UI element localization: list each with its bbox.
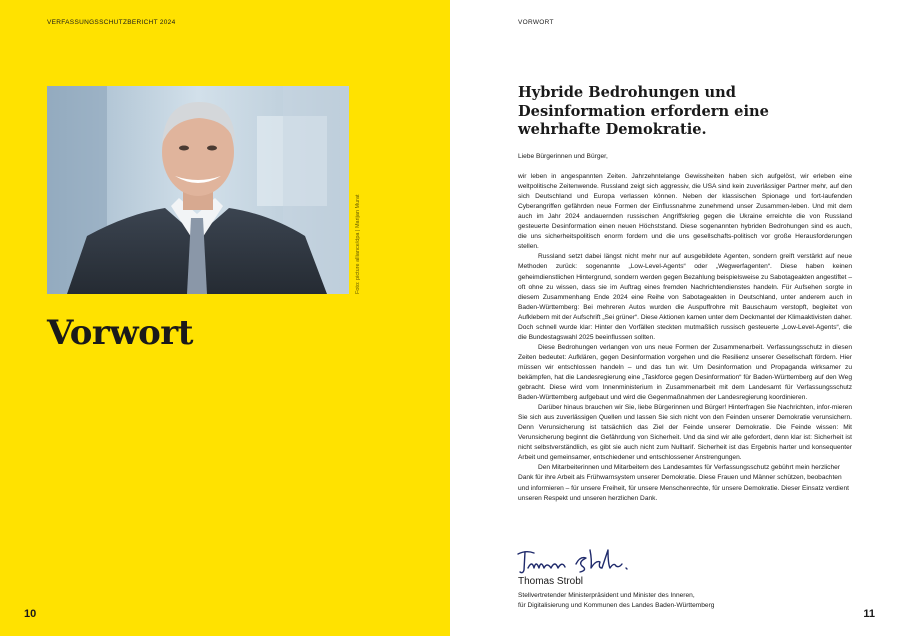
running-header-right: VORWORT bbox=[518, 19, 554, 26]
portrait-photo bbox=[47, 86, 349, 294]
paragraph: Russland setzt dabei längst nicht mehr nur auf ausgebildete Agenten, sondern greift verstärkt auf neue Methoden zurück: sogenannte „Low-Level-Agents“ oder „Wegwerfagenten“. Diese haben keinen geheimdienstlichen Hintergrund, sondern werden gegen Bezahlung beispielsweise zu Sabotageakten angestiftet – oft ohne zu wissen, dass sie im Auftrag eines fremden Nachrichtendienstes handeln. Für Aufsehen sorgte in diesem Zusammenhang Ende 2024 eine Reihe von Sabotageakten in Deutschland, unter anderem auch in Baden-Württemberg: Bei mehreren Autos wurden die Auspuffrohre mit Bauschaum verstopft, begleitet von Aufklebern mit der Aufschrift „Sei grüner“. Diese Aktionen kamen unter dem Deckmantel der Klimaaktivisten daher. Doch schnell wurde klar: Hinter den Vorfällen steckten mutmaßlich russisch gesteuerte „Low-Level-Agents“, die die Bundestagswahl 2025 beeinflussen sollten. bbox=[518, 253, 852, 341]
right-page bbox=[450, 0, 900, 636]
page-number-right: 11 bbox=[863, 608, 875, 620]
photo-credit-text: Foto: picture alliance/dpa | Marijan Murat bbox=[355, 194, 361, 294]
paragraph: Den Mitarbeiterinnen und Mitarbeitern des Landesamtes für Verfassungsschutz gebührt mein herzlicher Dank für ihre Arbeit als Frühwarnsystem unserer Demokratie. Diese Frauen und Männer schützen, beobachten und informieren – für unsere Freiheit, für unsere Menschenrechte, für unsere Demokratie. Dieser Einsatz verdient unseren Respekt und unseren herzlichen Dank. bbox=[518, 464, 849, 502]
page-number-left: 10 bbox=[24, 608, 37, 620]
signatory-role-line: Stellvertretender Ministerpräsident und Minister des Inneren, bbox=[518, 592, 695, 599]
signatory-name: Thomas Strobl bbox=[518, 576, 584, 587]
salutation: Liebe Bürgerinnen und Bürger, bbox=[518, 153, 608, 160]
paragraph: Diese Bedrohungen verlangen von uns neue Formen der Zusammenarbeit. Verfassungsschutz in diesen Zeiten bedeutet: Aufklären, gegen Desinformation vorgehen und die Resilienz unserer Gesellschaft fördern. Hier müssen wir entschlossen handeln – und das tun wir. Um Desinformation und Propaganda wirksamer zu bekämpfen, hat die Landesregierung eine „Taskforce gegen Desinformation“ für Baden-Württemberg auf den Weg gebracht. Diese wird vom Innenministerium in Zusammenarbeit mit dem Landesamt für Verfassungsschutz Baden-Württemberg aufgebaut und wird die Gegenmaßnahmen der Landesregierung koordinieren. bbox=[518, 343, 852, 402]
paragraph: Darüber hinaus brauchen wir Sie, liebe Bürgerinnen und Bürger! Hinterfragen Sie Nachrichten, infor-mieren Sie sich aus zuverlässigen Quellen und lassen Sie sich nicht von den Feinden unserer Demokratie verunsichern. Denn Verunsicherung ist tatsächlich das Ziel der Feinde unserer Demokratie. Die Feinde wissen: Mit Verunsicherung beginnt die Gefährdung von Sicherheit. Und da sind wir alle gefordert, denn klar ist: Sicherheit ist nicht selbstverständlich, es gibt sie auch nicht zum Nulltarif. Sicherheit ist das Ergebnis harter und konsequenter Arbeit und gemeinsamer, entschiedener und entschlossener Anstrengungen. bbox=[518, 404, 852, 462]
article-title: Hybride Bedrohungen und Desinformation erfordern eine wehrhafte Demokratie. bbox=[518, 84, 769, 138]
paragraph: wir leben in angespannten Zeiten. Jahrzehntelange Gewissheiten haben sich aufgelöst, wir erleben eine weltpolitische Zeitenwende. Russland zeigt sich aggressiv, die USA sind kein zuverlässiger Partner mehr, auf den sich Deutschland und Europa verlassen können. Neben der klassischen Spionage und fort-laufenden Cyberangriffen gefährden neue Formen der Einflussnahme zunehmend unser Zusammen-leben. Und mit dem auch im Jahr 2024 andauernden russischen Angriffskrieg gegen die Ukraine erreichte die von Russland gesteuerte Desinformation einen neuen Höchststand. Diese sogenannten hybriden Bedrohungen sind es auch, die uns sicherheitspolitisch enorm fordern und die uns gesellschafts-politisch vor große Herausforderungen stellen. bbox=[518, 173, 852, 251]
signatory-role bbox=[518, 591, 714, 610]
running-header-left: VERFASSUNGSSCHUTZBERICHT 2024 bbox=[47, 19, 176, 26]
handwritten-signature bbox=[516, 546, 632, 576]
signatory-role-line: für Digitalisierung und Kommunen des Landes Baden-Württemberg bbox=[518, 601, 715, 609]
article-body bbox=[518, 152, 852, 504]
photo-credit bbox=[352, 180, 364, 294]
section-heading: Vorwort bbox=[47, 313, 193, 353]
